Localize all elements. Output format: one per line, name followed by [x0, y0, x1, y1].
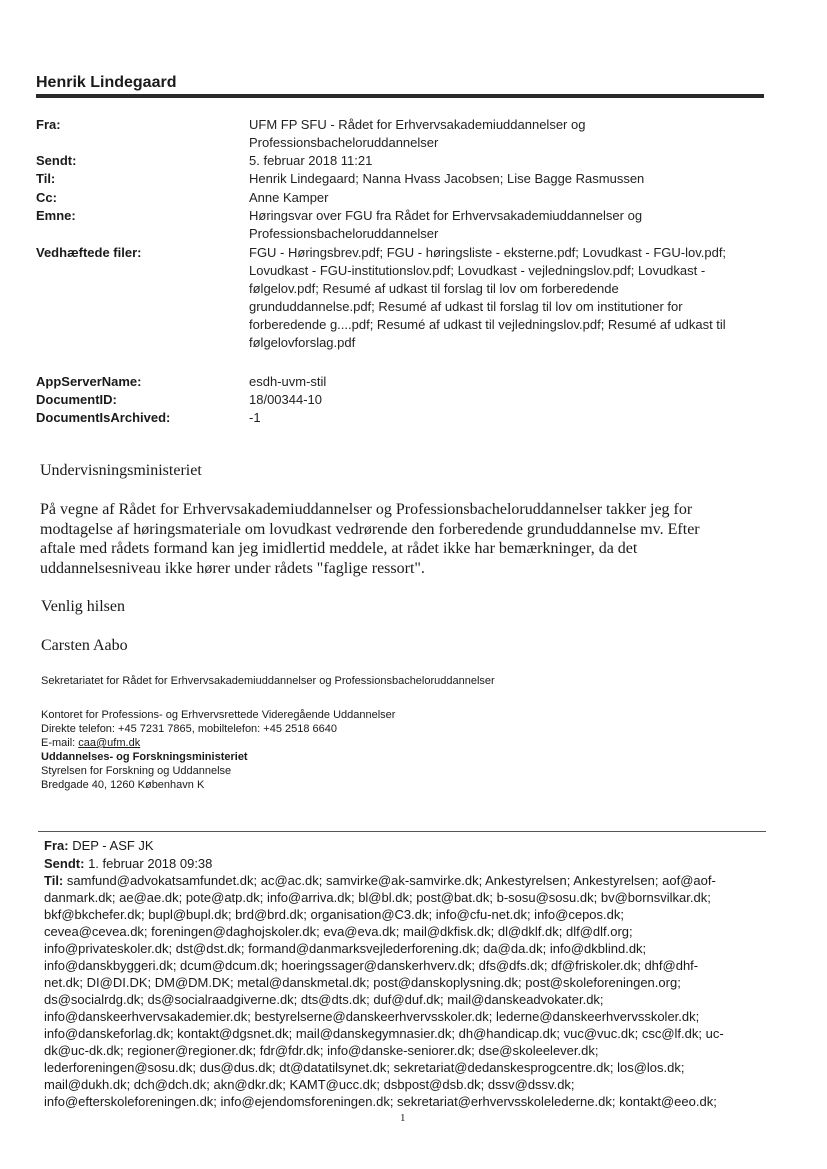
forward-to-label: Til:: [44, 873, 64, 888]
header-rule: [36, 94, 764, 98]
recipients-line: danmark.dk; ae@ae.dk; pote@atp.dk; info@arriva.dk; bl@bl.dk; post@bat.dk; b-sosu@sosu.dk; bv@bornsvilkar.dk;: [44, 890, 711, 905]
attachment-line: følgelov.pdf; Resumé af udkast til forslag til lov om forberedende: [249, 281, 619, 296]
signature-block: [41, 708, 741, 792]
recipients-text: samfund@advokatsamfundet.dk; ac@ac.dk; samvirke@ak-samvirke.dk; Ankestyrelsen; Ankestyrelsen; aof@aof-: [66, 873, 716, 888]
recipients-line: info@danskeerhvervsakademier.dk; bestyrelserne@danskeerhvervsskoler.dk; lederne@danskeerhvervsskoler.dk;: [44, 1009, 700, 1024]
meta-value: 18/00344-10: [249, 392, 323, 407]
forward-from: [44, 837, 764, 854]
page-number: 1: [400, 1112, 406, 1124]
owner-name: Henrik Lindegaard: [36, 74, 177, 91]
forward-sent-value: 1. februar 2018 09:38: [88, 856, 213, 871]
header-cc-label: Cc:: [36, 190, 57, 205]
attachment-line: følgelovforslag.pdf: [249, 335, 356, 350]
attachment-line: forberedende g....pdf; Resumé af udkast til vejledningslov.pdf; Resumé af udkast til: [249, 317, 726, 332]
secretariat: Sekretariatet for Rådet for Erhvervsakademiuddannelser og Professionsbacheloruddannelser: [41, 675, 495, 687]
attachment-line: grunduddannelse.pdf; Resumé af udkast til forslag til lov om institutioner for: [249, 299, 683, 314]
header-subject-value: [249, 207, 769, 243]
meta-label: DocumentIsArchived:: [36, 410, 171, 425]
recipients-line: lederforeningen@sosu.dk; dus@dus.dk; dt@datatilsynet.dk; sekretariat@dedanskesprogcentre.dk; los@los.dk;: [44, 1060, 685, 1075]
recipients-line: cevea@cevea.dk; foreningen@daghojskoler.dk; eva@eva.dk; mail@dkfisk.dk; dl@dklf.dk; dlf@dlf.org;: [44, 924, 633, 939]
header-to-label: Til:: [36, 171, 56, 186]
header-subject-line: Høringsvar over FGU fra Rådet for Erhvervsakademiuddannelser og: [249, 208, 643, 223]
recipients-line: mail@dukh.dk; dch@dch.dk; akn@dkr.dk; KAMT@ucc.dk; dsbpost@dsb.dk; dssv@dssv.dk;: [44, 1077, 575, 1092]
meta-value: -1: [249, 410, 261, 425]
ministry-name: Uddannelses- og Forskningsministeriet: [41, 751, 248, 763]
office-address: Bredgade 40, 1260 København K: [41, 779, 205, 791]
forward-from-value: DEP - ASF JK: [72, 838, 154, 853]
office-phone: Direkte telefon: +45 7231 7865, mobiltelefon: +45 2518 6640: [41, 723, 338, 735]
recipients-line: dk@uc-dk.dk; regioner@regioner.dk; fdr@fdr.dk; info@danske-seniorer.dk; dse@skoleelever.dk;: [44, 1043, 599, 1058]
forward-recipients: [44, 872, 756, 1110]
attachment-line: FGU - Høringsbrev.pdf; FGU - høringsliste - eksterne.pdf; Lovudkast - FGU-lov.pdf;: [249, 245, 727, 260]
forward-sent-label: Sendt:: [44, 856, 85, 871]
recipients-line: info@efterskoleforeningen.dk; info@ejendomsforeningen.dk; sekretariat@erhvervsskolelederne.dk; kontakt@eeo.dk;: [44, 1094, 717, 1109]
header-from-value: [249, 116, 769, 152]
header-from-line: Professionsbacheloruddannelser: [249, 135, 439, 150]
recipients-line: [44, 872, 756, 889]
office-email-row: [41, 736, 741, 750]
recipients-line: bkf@bkchefer.dk; bupl@bupl.dk; brd@brd.dk; organisation@C3.dk; info@cfu-net.dk; info@cepos.dk;: [44, 907, 624, 922]
body-line: uddannelsesniveau ikke hører under rådets "faglige ressort".: [40, 559, 425, 577]
attachment-line: Lovudkast - FGU-institutionslov.pdf; Lovudkast - vejledningslov.pdf; Lovudkast -: [249, 263, 706, 278]
header-sent-label: Sendt:: [36, 153, 77, 168]
header-to-value: Henrik Lindegaard; Nanna Hvass Jacobsen; Lise Bagge Rasmussen: [249, 171, 645, 186]
office-name: Kontoret for Professions- og Erhvervsrettede Videregående Uddannelser: [41, 709, 396, 721]
body-paragraph: [40, 500, 760, 578]
header-subject-line: Professionsbacheloruddannelser: [249, 226, 439, 241]
recipient: Undervisningsministeriet: [40, 462, 202, 479]
email-link[interactable]: caa@ufm.dk: [78, 737, 141, 749]
header-cc-value: Anne Kamper: [249, 190, 329, 205]
body-line: På vegne af Rådet for Erhvervsakademiuddannelser og Professionsbacheloruddannelser takker jeg for: [40, 501, 693, 518]
body-line: modtagelse af høringsmateriale om lovudkast vedrørende den forberedende grunduddannelse mv. Efter: [40, 520, 700, 538]
meta-value: esdh-uvm-stil: [249, 374, 327, 389]
body-line: aftale med rådets formand kan jeg imidlertid meddele, at rådet ikke har bemærkninger, da det: [40, 540, 638, 557]
agency-name: Styrelsen for Forskning og Uddannelse: [41, 765, 232, 777]
email-label: E-mail:: [41, 737, 79, 749]
recipients-line: info@danskbyggeri.dk; dcum@dcum.dk; hoeringssager@danskerhverv.dk; dfs@dfs.dk; df@friskoler.dk; dhf@dhf-: [44, 958, 699, 973]
header-from-label: Fra:: [36, 117, 61, 132]
forward-sent: [44, 855, 764, 872]
meta-label: AppServerName:: [36, 374, 142, 389]
closing: Venlig hilsen: [41, 598, 125, 615]
signer-name: Carsten Aabo: [41, 637, 128, 654]
header-sent-value: 5. februar 2018 11:21: [249, 153, 373, 168]
meta-label: DocumentID:: [36, 392, 117, 407]
forward-divider: [38, 831, 766, 832]
header-subject-label: Emne:: [36, 208, 76, 223]
recipients-line: net.dk; DI@DI.DK; DM@DM.DK; metal@danskmetal.dk; post@danskoplysning.dk; post@skoleforeningen.org;: [44, 975, 681, 990]
forward-from-label: Fra:: [44, 838, 69, 853]
header-attachments-label: Vedhæftede filer:: [36, 245, 142, 260]
recipients-line: ds@socialrdg.dk; ds@socialraadgiverne.dk; dts@dts.dk; duf@duf.dk; mail@danskeadvokater.dk;: [44, 992, 604, 1007]
header-from-line: UFM FP SFU - Rådet for Erhvervsakademiuddannelser og: [249, 117, 586, 132]
header-attachments-value: [249, 244, 769, 352]
recipients-line: info@privateskoler.dk; dst@dst.dk; formand@danmarksvejlederforening.dk; da@da.dk; info@dkblind.dk;: [44, 941, 647, 956]
recipients-line: info@danskeforlag.dk; kontakt@dgsnet.dk; mail@danskegymnasier.dk; dh@handicap.dk; vuc@vuc.dk; csc@lf.dk; uc-: [44, 1026, 724, 1041]
